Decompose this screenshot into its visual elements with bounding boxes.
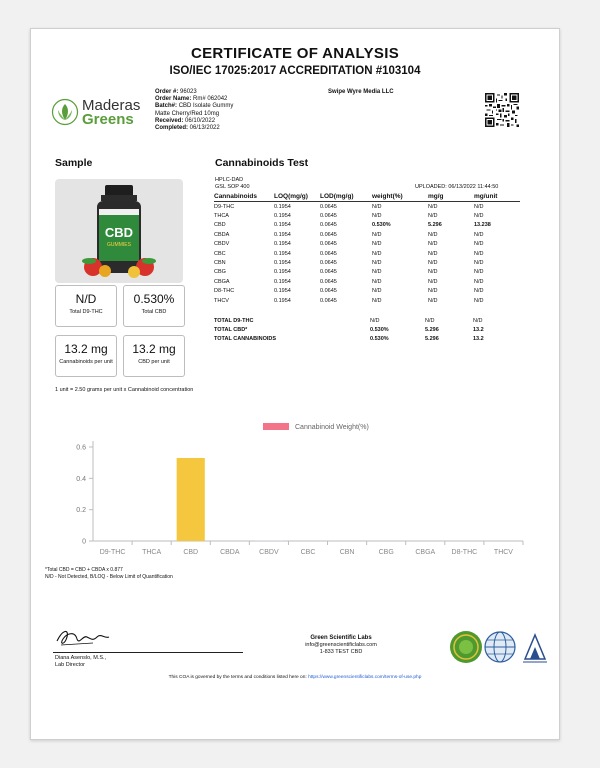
table-cell: D8-THC xyxy=(214,288,235,295)
sample-heading: Sample xyxy=(55,157,93,169)
column-header: mg/unit xyxy=(474,193,520,202)
x-tick-label: CBDA xyxy=(220,549,240,556)
table-cell: N/D xyxy=(372,213,382,220)
x-tick-label: CBG xyxy=(378,549,394,556)
company-logo xyxy=(51,97,141,128)
table-cell: 5.296 xyxy=(428,222,442,229)
table-row xyxy=(214,249,520,258)
stat-label: Total CBD xyxy=(141,309,167,315)
totals-cell: 5.296 xyxy=(425,335,439,342)
y-tick-label: 0.2 xyxy=(76,507,86,515)
batch-value: CBD Isolate Gummy xyxy=(178,103,234,110)
table-cell: 13.238 xyxy=(474,222,491,229)
received-date: 06/10/2022 xyxy=(185,117,216,124)
bottle-label-cbd: CBD xyxy=(104,225,134,240)
table-cell: N/D xyxy=(474,203,484,210)
order-info xyxy=(155,89,233,132)
totals-cell: N/D xyxy=(370,317,380,324)
x-tick-label: D8-THC xyxy=(451,549,478,556)
terms-link[interactable]: https://www.greenscientificlabs.com/terms-of-use.php xyxy=(308,675,422,680)
totals-cell: N/D xyxy=(425,317,435,324)
lab-phone: 1-833 TEST CBD xyxy=(319,649,363,655)
table-cell: N/D xyxy=(474,241,484,248)
table-cell: N/D xyxy=(474,250,484,257)
table-cell: 0.0645 xyxy=(320,241,337,248)
order-name: Rm# 062042 xyxy=(193,96,228,103)
terms-text: This COA is governed by the terms and conditions listed here on: xyxy=(168,675,309,680)
stat-label: Total D9-THC xyxy=(69,309,103,315)
totals-cell: N/D xyxy=(473,317,483,324)
x-tick-label: CBC xyxy=(300,549,316,556)
totals-cell: 0.530% xyxy=(370,335,389,342)
table-cell: CBG xyxy=(214,269,226,276)
terms-note xyxy=(31,675,559,680)
table-row xyxy=(214,240,520,249)
method-line-1: HPLC-DAD xyxy=(215,177,244,183)
table-cell: N/D xyxy=(428,297,438,304)
table-cell: 0.0645 xyxy=(320,288,337,295)
bottle-label-gummies: GUMMIES xyxy=(107,242,131,248)
table-cell: N/D xyxy=(372,269,382,276)
received-label: Received: xyxy=(155,117,184,124)
table-cell: N/D xyxy=(372,241,382,248)
table-cell: 0.0645 xyxy=(320,260,337,267)
legend-swatch xyxy=(263,423,289,430)
stat-label: CBD per unit xyxy=(138,359,170,365)
green-seal-icon xyxy=(450,631,482,663)
table-cell: CBN xyxy=(214,260,226,267)
table-cell: CBC xyxy=(214,250,226,257)
footnote-total-cbd: *Total CBD = CBD + CBDA x 0.877 xyxy=(45,567,123,573)
totals-cell: TOTAL CBD* xyxy=(214,326,248,333)
table-cell: CBD xyxy=(214,222,226,229)
table-row xyxy=(214,258,520,267)
table-cell: N/D xyxy=(372,250,382,257)
table-cell: N/D xyxy=(428,250,438,257)
cannabinoid-weight-chart xyxy=(51,417,531,565)
table-cell: N/D xyxy=(372,203,382,210)
stat-total-cbd xyxy=(123,285,185,327)
column-header: LOD(mg/g) xyxy=(320,193,372,202)
x-tick-label: CBN xyxy=(339,549,355,556)
stat-cbd-per-unit xyxy=(123,335,185,377)
table-row xyxy=(214,268,520,277)
table-cell: CBGA xyxy=(214,278,230,285)
table-row xyxy=(214,296,520,305)
totals-table xyxy=(214,316,514,343)
table-cell: CBDV xyxy=(214,241,230,248)
table-cell: N/D xyxy=(428,260,438,267)
table-cell: CBDA xyxy=(214,231,230,238)
accreditation-mark-icon xyxy=(523,635,547,662)
totals-cell: TOTAL D9-THC xyxy=(214,317,254,324)
table-cell: 0.0645 xyxy=(320,278,337,285)
y-tick-label: 0.4 xyxy=(76,475,86,483)
table-row xyxy=(214,221,520,230)
totals-cell: 0.530% xyxy=(370,326,389,333)
table-cell: 0.1954 xyxy=(274,260,291,267)
totals-cell: 5.296 xyxy=(425,326,439,333)
totals-cell: 13.2 xyxy=(473,335,484,342)
table-cell: N/D xyxy=(428,278,438,285)
table-cell: N/D xyxy=(474,260,484,267)
table-cell: 0.0645 xyxy=(320,222,337,229)
gummy-bottle-image xyxy=(55,179,183,283)
table-cell: THCV xyxy=(214,297,229,304)
cannabinoids-table xyxy=(214,193,520,305)
footnotes xyxy=(45,567,173,580)
accreditation-badges xyxy=(449,627,549,667)
x-tick-label: D9-THC xyxy=(99,549,126,556)
totals-cell: 13.2 xyxy=(473,326,484,333)
signature-line xyxy=(53,652,243,653)
stat-total-d9-thc xyxy=(55,285,117,327)
cannabinoids-heading: Cannabinoids Test xyxy=(215,157,309,169)
table-cell: N/D xyxy=(372,231,382,238)
table-cell: 0.0645 xyxy=(320,203,337,210)
table-cell: 0.0645 xyxy=(320,269,337,276)
order-name-label: Order Name: xyxy=(155,96,192,103)
bar xyxy=(177,458,205,541)
totals-row xyxy=(214,316,514,325)
x-tick-label: CBD xyxy=(183,549,199,556)
lab-contact xyxy=(271,635,411,656)
table-cell: 0.1954 xyxy=(274,297,291,304)
x-tick-label: CBGA xyxy=(415,549,436,556)
x-tick-label: THCV xyxy=(493,549,513,556)
product-photo xyxy=(55,179,183,283)
logo-text-line1: Maderas xyxy=(82,97,141,114)
table-cell: N/D xyxy=(428,269,438,276)
totals-row xyxy=(214,325,514,334)
table-cell: 0.1954 xyxy=(274,203,291,210)
table-cell: 0.1954 xyxy=(274,250,291,257)
leaf-logo-icon xyxy=(51,98,79,126)
order-number-label: Order #: xyxy=(155,89,179,95)
y-tick-label: 0 xyxy=(82,538,86,546)
table-cell: N/D xyxy=(372,278,382,285)
stat-value: 0.530% xyxy=(133,292,175,306)
table-header-row xyxy=(214,193,520,202)
x-tick-label: CBDV xyxy=(259,549,279,556)
director-name: Diana Asenslo, M.S., xyxy=(55,655,107,661)
lab-email[interactable]: info@greenscientificlabs.com xyxy=(305,642,377,648)
table-cell: 0.1954 xyxy=(274,241,291,248)
table-cell: N/D xyxy=(372,260,382,267)
table-cell: N/D xyxy=(474,213,484,220)
batch-label: Batch#: xyxy=(155,103,178,110)
signature-image xyxy=(53,625,113,649)
lab-director xyxy=(55,655,106,668)
footnote-abbreviations: N/D - Not Detected, B/LOQ - Below Limit of Quantification xyxy=(45,573,173,580)
table-cell: N/D xyxy=(428,241,438,248)
product-description: Matte Cherry/Red 10mg xyxy=(155,110,220,117)
stat-value: N/D xyxy=(75,292,97,306)
table-cell: 0.1954 xyxy=(274,278,291,285)
table-cell: N/D xyxy=(428,288,438,295)
legend-label: Cannabinoid Weight(%) xyxy=(295,424,369,431)
y-tick-label: 0.6 xyxy=(76,444,86,452)
table-cell: N/D xyxy=(428,213,438,220)
globe-certification-icon xyxy=(485,632,515,662)
table-cell: 0.1954 xyxy=(274,288,291,295)
table-cell: N/D xyxy=(474,288,484,295)
order-number: 96023 xyxy=(180,89,197,95)
table-cell: D9-THC xyxy=(214,203,235,210)
column-header: mg/g xyxy=(428,193,474,202)
column-header: LOQ(mg/g) xyxy=(274,193,320,202)
qr-code-icon[interactable] xyxy=(485,93,519,127)
logo-text-line2: Greens xyxy=(82,111,134,128)
stat-cannabinoids-per-unit xyxy=(55,335,117,377)
table-cell: THCA xyxy=(214,213,229,220)
table-row xyxy=(214,277,520,286)
stat-label: Cannabinoids per unit xyxy=(59,359,113,365)
x-tick-label: THCA xyxy=(142,549,162,556)
table-cell: 0.1954 xyxy=(274,213,291,220)
column-header: weight(%) xyxy=(372,193,428,202)
client-name: Swipe Wyre Media LLC xyxy=(328,89,394,95)
column-header: Cannabinoids xyxy=(214,193,274,202)
table-cell: 0.1954 xyxy=(274,269,291,276)
test-method xyxy=(215,177,250,191)
table-row xyxy=(214,230,520,239)
table-cell: 0.0645 xyxy=(320,231,337,238)
table-cell: N/D xyxy=(474,269,484,276)
uploaded-timestamp: UPLOADED: 06/13/2022 11:44:50 xyxy=(415,184,499,190)
document-subtitle: ISO/IEC 17025:2017 ACCREDITATION #103104 xyxy=(169,65,421,77)
table-cell: 0.0645 xyxy=(320,297,337,304)
table-row xyxy=(214,287,520,296)
table-cell: N/D xyxy=(372,297,382,304)
completed-date: 06/13/2022 xyxy=(189,125,220,132)
stat-value: 13.2 mg xyxy=(132,342,176,356)
table-cell: N/D xyxy=(474,231,484,238)
totals-cell: TOTAL CANNABINOIDS xyxy=(214,335,277,342)
completed-label: Completed: xyxy=(155,125,188,132)
unit-note: 1 unit = 2.50 grams per unit x Cannabinoid concentration xyxy=(55,387,194,393)
document-title: CERTIFICATE OF ANALYSIS xyxy=(190,45,400,62)
table-cell: N/D xyxy=(428,203,438,210)
table-cell: 0.0645 xyxy=(320,213,337,220)
director-title: Lab Director xyxy=(55,661,85,668)
table-row xyxy=(214,211,520,220)
table-cell: 0.0645 xyxy=(320,250,337,257)
table-cell: 0.1954 xyxy=(274,222,291,229)
stat-value: 13.2 mg xyxy=(64,342,108,356)
table-cell: N/D xyxy=(428,231,438,238)
table-row xyxy=(214,202,520,212)
lab-name: Green Scientific Labs xyxy=(310,635,372,641)
table-cell: N/D xyxy=(474,278,484,285)
table-cell: 0.1954 xyxy=(274,231,291,238)
table-cell: 0.530% xyxy=(372,222,391,229)
table-cell: N/D xyxy=(474,297,484,304)
method-line-2: GSL SOP 400 xyxy=(215,184,250,190)
certificate-page xyxy=(30,28,560,740)
table-cell: N/D xyxy=(372,288,382,295)
totals-row xyxy=(214,334,514,343)
